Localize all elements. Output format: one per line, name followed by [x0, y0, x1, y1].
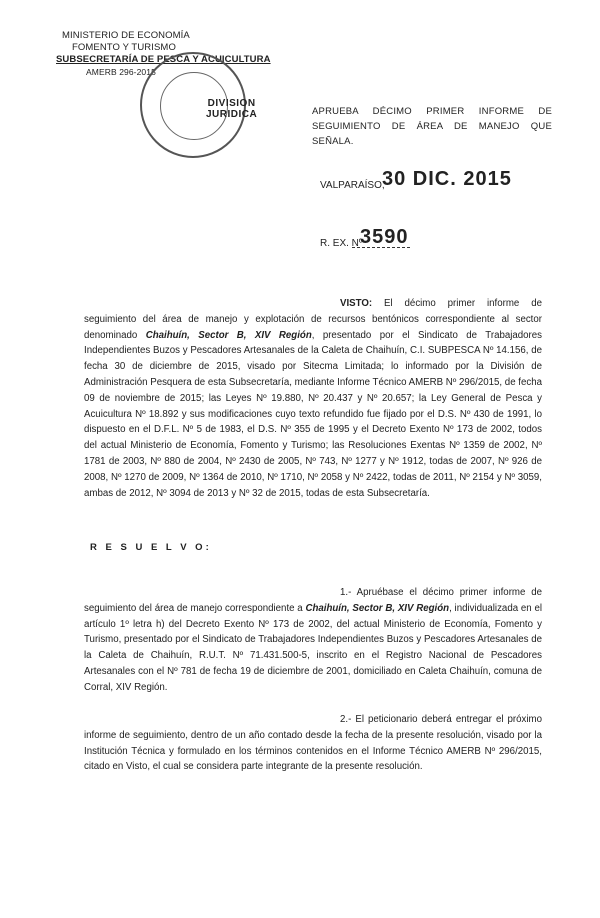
item1-text-2: , individualizada en el artículo 1º letra h) del Decreto Exento Nº 173 de 2002, del actual Ministerio de Economía, Fomento y Turismo, presentado por el Sindicato de Trabajadores Independientes Buzos y Pescadores Artesanales de la Caleta de Chaihuín, R.U.T. Nº 71.431.500-5, inscrito en el Registro Nacional de Pescadores Artesanales con el Nº 781 de fecha 19 de diciembre de 2001, domiciliado en Caleta Chaihuín, comuna de Corral, XIV Región. — [84, 602, 542, 693]
item1-area-name: Chaihuín, Sector B, XIV Región — [305, 602, 450, 614]
visto-area-name: Chaihuín, Sector B, XIV Región — [145, 329, 312, 341]
resolution-item-1 — [84, 585, 542, 696]
ministry-subtitle: FOMENTO Y TURISMO — [72, 42, 176, 53]
division-stamp-line2: JURIDICA — [206, 109, 258, 120]
resuelvo-heading: R E S U E L V O: — [90, 542, 212, 553]
resolution-item-2 — [84, 712, 542, 775]
date-stamp: 30 DIC. 2015 — [382, 168, 512, 190]
subject-line1: APRUEBA DÉCIMO PRIMER INFORME DE — [312, 106, 552, 117]
ministry-name: MINISTERIO DE ECONOMÍA — [62, 30, 190, 41]
visto-lead: VISTO: — [340, 298, 373, 309]
reference-code: AMERB 296-2015 — [86, 67, 156, 77]
visto-paragraph — [84, 296, 542, 501]
place: VALPARAÍSO, — [320, 180, 385, 191]
division-stamp-line1: DIVISION — [207, 98, 256, 109]
item1-text-1: 1.- Apruébase el décimo primer informe de seguimiento del área de manejo correspondiente a — [84, 587, 542, 614]
resolution-subject — [312, 104, 552, 149]
resolution-number-label: R. EX. Nº — [320, 238, 363, 249]
resolution-number: 3590 — [360, 226, 409, 248]
visto-text-2: , presentado por el Sindicato de Trabajadores Independientes Buzos y Pescadores Artesanales de la Caleta de Chaihuín, C.I. SUBPESCA Nº 14.156, de fecha 30 de diciembre de 2015, visado por Sitecma Limitada; lo informado por la División de Administración Pesquera de esta Subsecretaría, mediante Informe Técnico AMERB Nº 296/2015, de fecha 09 de noviembre de 2015; las Leyes Nº 19.880, Nº 20.437 y Nº 20.657; la Ley General de Pesca y Acuicultura Nº 18.892 y sus modificaciones cuyo texto refundido fue fijado por el D.S. Nº 430 de 1991, lo dispuesto en el D.F.L. Nº 5 de 1983, el D.S. Nº 355 de 1995 y el Decreto Exento Nº 173 de 2002, todos del actual Ministerio de Economía, Fomento y Turismo; las Resoluciones Exentas Nº 1359 de 2002, Nº 1781 de 2003, Nº 880 de 2004, Nº 2430 de 2005, Nº 743, Nº 1277 y Nº 1912, todas de 2007, Nº 926 de 2008, Nº 1270 de 2009, Nº 1364 de 2010, Nº 1710, Nº 2058 y Nº 2422, todas de 2011, Nº 2154 y Nº 3059, ambas de 2012, Nº 3094 de 2013 y Nº 32 de 2015, todas de esta Subsecretaría. — [84, 329, 542, 499]
subject-line2: SEGUIMIENTO DE ÁREA DE MANEJO QUE SEÑALA. — [312, 121, 552, 147]
resolution-number-underline — [352, 247, 410, 248]
visto-text-1: El décimo primer informe de seguimiento del área de manejo y explotación de recursos bentónicos correspondiente al sector denominado — [84, 298, 542, 341]
item2-text: 2.- El peticionario deberá entregar el próximo informe de seguimiento, dentro de un año contado desde la fecha de la presente resolución, visado por la Institución Técnica y formulado en los términos contenidos en el Informe Técnico AMERB Nº 296/2015, citado en Visto, el cual se considera parte integrante de la presente resolución. — [84, 714, 542, 773]
division-stamp — [206, 98, 257, 120]
subsecretaria-name: SUBSECRETARÍA DE PESCA Y ACUICULTURA — [56, 54, 271, 65]
